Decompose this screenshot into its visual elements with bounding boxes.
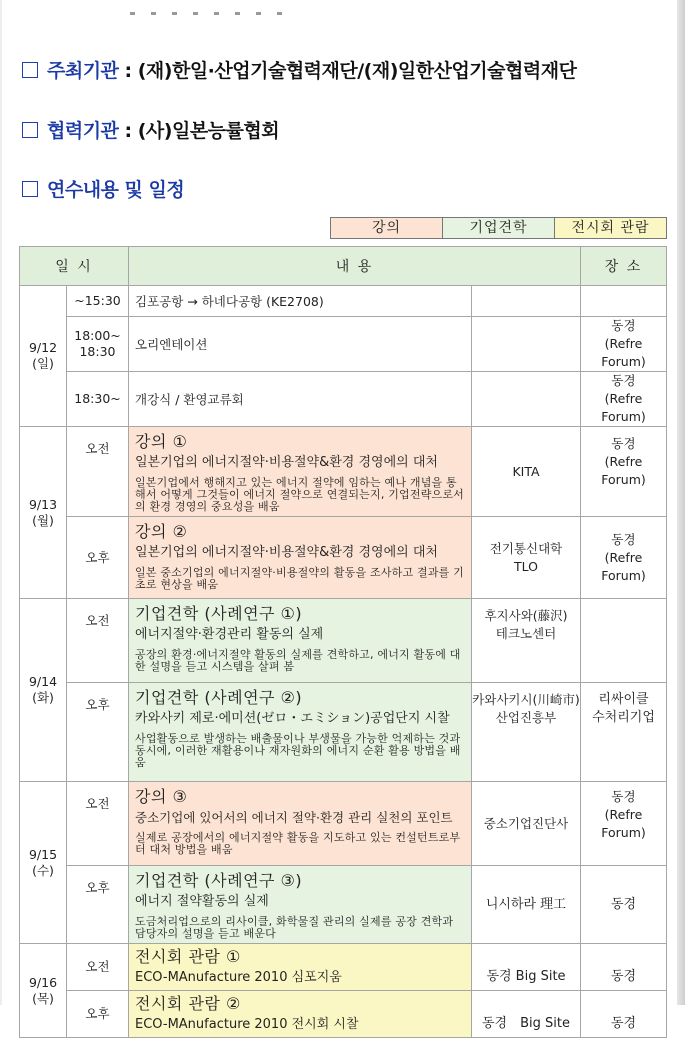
session-title: 기업견학 (사례연구 ③) bbox=[135, 871, 303, 890]
time-cell: 18:00~ 18:30 bbox=[67, 317, 129, 372]
session-title: 기업견학 (사례연구 ①) bbox=[135, 604, 303, 623]
time-cell: 오후 bbox=[67, 991, 129, 1038]
org-cell: 동경 Big Site bbox=[472, 944, 581, 991]
content-cell bbox=[129, 944, 472, 991]
session-title: 전시회 관람 ① bbox=[135, 947, 241, 966]
page-right-shadow bbox=[677, 0, 685, 1005]
time-cell: 오후 bbox=[67, 517, 129, 599]
time-cell: 18:30~ bbox=[67, 372, 129, 427]
table-row bbox=[20, 427, 667, 517]
content-cell bbox=[129, 991, 472, 1038]
place-cell: 동경 (Refre Forum) bbox=[581, 427, 667, 517]
session-title: 전시회 관람 ② bbox=[135, 994, 241, 1013]
org-cell bbox=[472, 286, 581, 317]
cut-off-text-fragment bbox=[130, 0, 430, 3]
header-datetime: 일 시 bbox=[20, 247, 129, 286]
date-cell: 9/12 (일) bbox=[20, 286, 67, 427]
org-cell: 니시하라 理工 bbox=[472, 866, 581, 944]
session-title: 기업견학 (사례연구 ②) bbox=[135, 688, 303, 707]
schedule-table bbox=[19, 246, 667, 1038]
session-description: 실제로 공장에서의 에너지절약 활동을 지도하고 있는 컨설턴트로부터 대처 방법을 배움 bbox=[135, 831, 461, 856]
date-cell: 9/14 (화) bbox=[20, 599, 67, 782]
content-cell bbox=[129, 599, 472, 683]
session-subtitle: ECO-MAnufacture 2010 심포지움 bbox=[135, 970, 342, 985]
table-row bbox=[20, 944, 667, 991]
date-cell: 9/13 (월) bbox=[20, 427, 67, 599]
table-header-row bbox=[20, 247, 667, 286]
time-cell: 오후 bbox=[67, 683, 129, 782]
content-cell: 오리엔테이션 bbox=[129, 317, 472, 372]
checkbox-icon bbox=[22, 122, 38, 138]
session-description: 사업활동으로 발생하는 배출물이나 부생물을 가능한 억제하는 것과 동시에, 이러한 재활용이나 재자원화의 에너지 순환 활용 방법을 배움 bbox=[135, 732, 461, 769]
session-subtitle: 에너지 절약활동의 실제 bbox=[135, 894, 269, 909]
place-cell: 동경 bbox=[581, 866, 667, 944]
time-cell: 오후 bbox=[67, 866, 129, 944]
place-cell: 동경 (Refre Forum) bbox=[581, 517, 667, 599]
content-cell: 개강식 / 환영교류회 bbox=[129, 372, 472, 427]
table-row bbox=[20, 317, 667, 372]
session-subtitle: 에너지절약·환경관리 활동의 실제 bbox=[135, 627, 324, 642]
time-cell: 오전 bbox=[67, 427, 129, 517]
time-cell: ~15:30 bbox=[67, 286, 129, 317]
session-subtitle: ECO-MAnufacture 2010 전시회 시찰 bbox=[135, 1017, 359, 1032]
legend-company-visit: 기업견학 bbox=[443, 218, 555, 238]
org-cell: KITA bbox=[472, 427, 581, 517]
table-row bbox=[20, 991, 667, 1038]
content-cell bbox=[129, 427, 472, 517]
content-cell bbox=[129, 782, 472, 866]
header-content: 내 용 bbox=[129, 247, 581, 286]
session-title: 강의 ① bbox=[135, 432, 188, 451]
place-cell: 동경 bbox=[581, 944, 667, 991]
org-cell: 카와사키시(川崎市) 산업진흥부 bbox=[472, 683, 581, 782]
host-section bbox=[22, 56, 576, 83]
content-cell bbox=[129, 866, 472, 944]
session-subtitle: 중소기업에 있어서의 에너지 절약·환경 관리 실천의 포인트 bbox=[135, 810, 453, 825]
content-cell bbox=[129, 517, 472, 599]
content-cell: 김포공항 → 하네다공항 (KE2708) bbox=[129, 286, 472, 317]
org-cell: 전기통신대학 TLO bbox=[472, 517, 581, 599]
date-cell: 9/16 (목) bbox=[20, 944, 67, 1038]
table-row bbox=[20, 599, 667, 683]
legend bbox=[330, 217, 667, 239]
legend-exhibition: 전시회 관람 bbox=[555, 218, 666, 238]
org-cell: 동경 Big Site bbox=[472, 991, 581, 1038]
session-subtitle: 일본기업의 에너지절약·비용절약&환경 경영에의 대처 bbox=[135, 455, 438, 470]
session-description: 일본 중소기업의 에너지절약·비용절약의 활동을 조사하고 결과를 기초로 현상을 배움 bbox=[135, 566, 465, 591]
session-description: 공장의 환경·에너지절약 활동의 실제를 견학하고, 에너지 활동에 대한 설명을 듣고 시스템을 살펴 봄 bbox=[135, 648, 461, 673]
place-cell: 동경 bbox=[581, 991, 667, 1038]
org-cell: 중소기업진단사 bbox=[472, 782, 581, 866]
time-cell: 오전 bbox=[67, 944, 129, 991]
session-description: 도금처리업으로의 리사이클, 화학물질 관리의 실제를 공장 견학과 담당자의 설명을 듣고 배운다 bbox=[135, 915, 454, 940]
place-cell: 동경 (Refre Forum) bbox=[581, 372, 667, 427]
coop-value: : (사)일본능률협회 bbox=[118, 120, 280, 142]
place-cell: 동경 (Refre Forum) bbox=[581, 782, 667, 866]
session-subtitle: 카와사키 제로·에미션(ゼロ・エミション)공업단지 시찰 bbox=[135, 711, 450, 726]
host-label: 주최기관 bbox=[47, 60, 119, 82]
coop-label: 협력기관 bbox=[47, 120, 119, 142]
table-row bbox=[20, 782, 667, 866]
table-row bbox=[20, 372, 667, 427]
content-cell bbox=[129, 683, 472, 782]
session-subtitle: 일본기업의 에너지절약·비용절약&환경 경영에의 대처 bbox=[135, 545, 438, 560]
session-description: 일본기업에서 행해지고 있는 에너지 절약에 임하는 예나 개념을 통해서 어떻게 그것들이 에너지 절약으로 연결되는지, 기업전략으로서의 환경 경영의 중요성을 배움 bbox=[135, 476, 465, 513]
org-cell: 후지사와(藤沢) 테크노센터 bbox=[472, 599, 581, 683]
place-cell bbox=[581, 286, 667, 317]
checkbox-icon bbox=[22, 62, 38, 78]
place-cell: 리싸이클 수처리기업 bbox=[581, 683, 667, 782]
place-cell: 동경 (Refre Forum) bbox=[581, 317, 667, 372]
time-cell: 오전 bbox=[67, 782, 129, 866]
table-row bbox=[20, 286, 667, 317]
session-title: 강의 ③ bbox=[135, 787, 188, 806]
table-row bbox=[20, 866, 667, 944]
session-title: 강의 ② bbox=[135, 522, 188, 541]
table-row bbox=[20, 517, 667, 599]
host-value: : (재)한일·산업기술협력재단/(재)일한산업기술협력재단 bbox=[118, 60, 577, 82]
table-row bbox=[20, 683, 667, 782]
time-cell: 오전 bbox=[67, 599, 129, 683]
org-cell bbox=[472, 372, 581, 427]
coop-section bbox=[22, 116, 279, 143]
legend-lecture: 강의 bbox=[331, 218, 443, 238]
org-cell bbox=[472, 317, 581, 372]
checkbox-icon bbox=[22, 181, 38, 197]
schedule-label: 연수내용 및 일정 bbox=[47, 179, 185, 201]
place-cell bbox=[581, 599, 667, 683]
schedule-section bbox=[22, 175, 184, 202]
page-left-edge bbox=[0, 0, 2, 1005]
date-cell: 9/15 (수) bbox=[20, 782, 67, 944]
header-place: 장 소 bbox=[581, 247, 667, 286]
